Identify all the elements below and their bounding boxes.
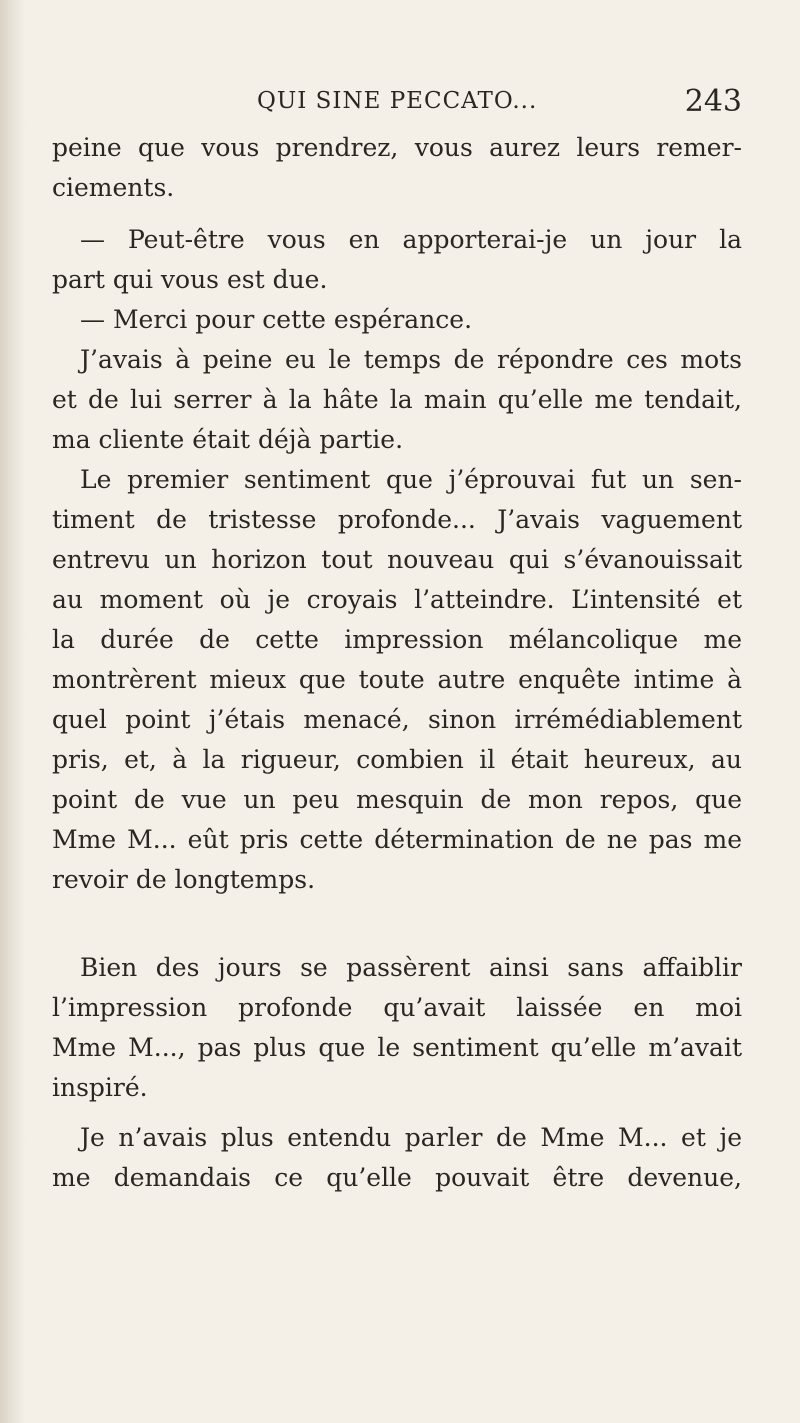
paragraph (52, 460, 742, 900)
paragraph (52, 220, 742, 300)
text-line: timent de tristesse profonde... J’avais vaguement (52, 505, 742, 534)
running-header (52, 80, 742, 120)
paragraph (52, 340, 742, 460)
text-line: au moment où je croyais l’atteindre. L’intensité et (52, 585, 742, 614)
text-line: montrèrent mieux que toute autre enquête intime à (52, 665, 742, 694)
text-line: peine que vous prendrez, vous aurez leurs remer- (52, 133, 742, 162)
text-line: part qui vous est due. (52, 265, 328, 294)
text-line: point de vue un peu mesquin de mon repos, que (52, 785, 742, 814)
text-line: entrevu un horizon tout nouveau qui s’évanouissait (52, 545, 742, 574)
text-line: Bien des jours se passèrent ainsi sans affaiblir (80, 953, 742, 982)
text-line: Je n’avais plus entendu parler de Mme M... et je (80, 1123, 742, 1152)
paragraph (52, 1118, 742, 1198)
text-line: pris, et, à la rigueur, combien il était heureux, au (52, 745, 742, 774)
body-text (52, 128, 742, 1198)
paragraph (52, 948, 742, 1108)
text-line: quel point j’étais menacé, sinon irrémédiablement (52, 705, 742, 734)
text-line: revoir de longtemps. (52, 865, 316, 894)
text-line: Mme M..., pas plus que le sentiment qu’elle m’avait (52, 1033, 742, 1062)
running-title: QUI SINE PECCATO... (257, 88, 538, 114)
paragraph (52, 128, 742, 208)
paragraph (52, 300, 742, 340)
text-line: J’avais à peine eu le temps de répondre ces mots (80, 345, 742, 374)
text-line: ma cliente était déjà partie. (52, 425, 404, 454)
text-line: — Merci pour cette espérance. (80, 305, 473, 334)
text-line: me demandais ce qu’elle pouvait être devenue, (52, 1163, 742, 1192)
text-line: l’impression profonde qu’avait laissée en moi (52, 993, 742, 1022)
page-number: 243 (684, 84, 742, 119)
text-line: et de lui serrer à la hâte la main qu’elle me tendait, (52, 385, 742, 414)
text-line: — Peut-être vous en apporterai-je un jour la (80, 225, 742, 254)
text-line: Le premier sentiment que j’éprouvai fut un sen- (80, 465, 742, 494)
text-line: inspiré. (52, 1073, 148, 1102)
text-line: ciements. (52, 173, 175, 202)
text-line: la durée de cette impression mélancolique me (52, 625, 742, 654)
text-line: Mme M... eût pris cette détermination de ne pas me (52, 825, 742, 854)
